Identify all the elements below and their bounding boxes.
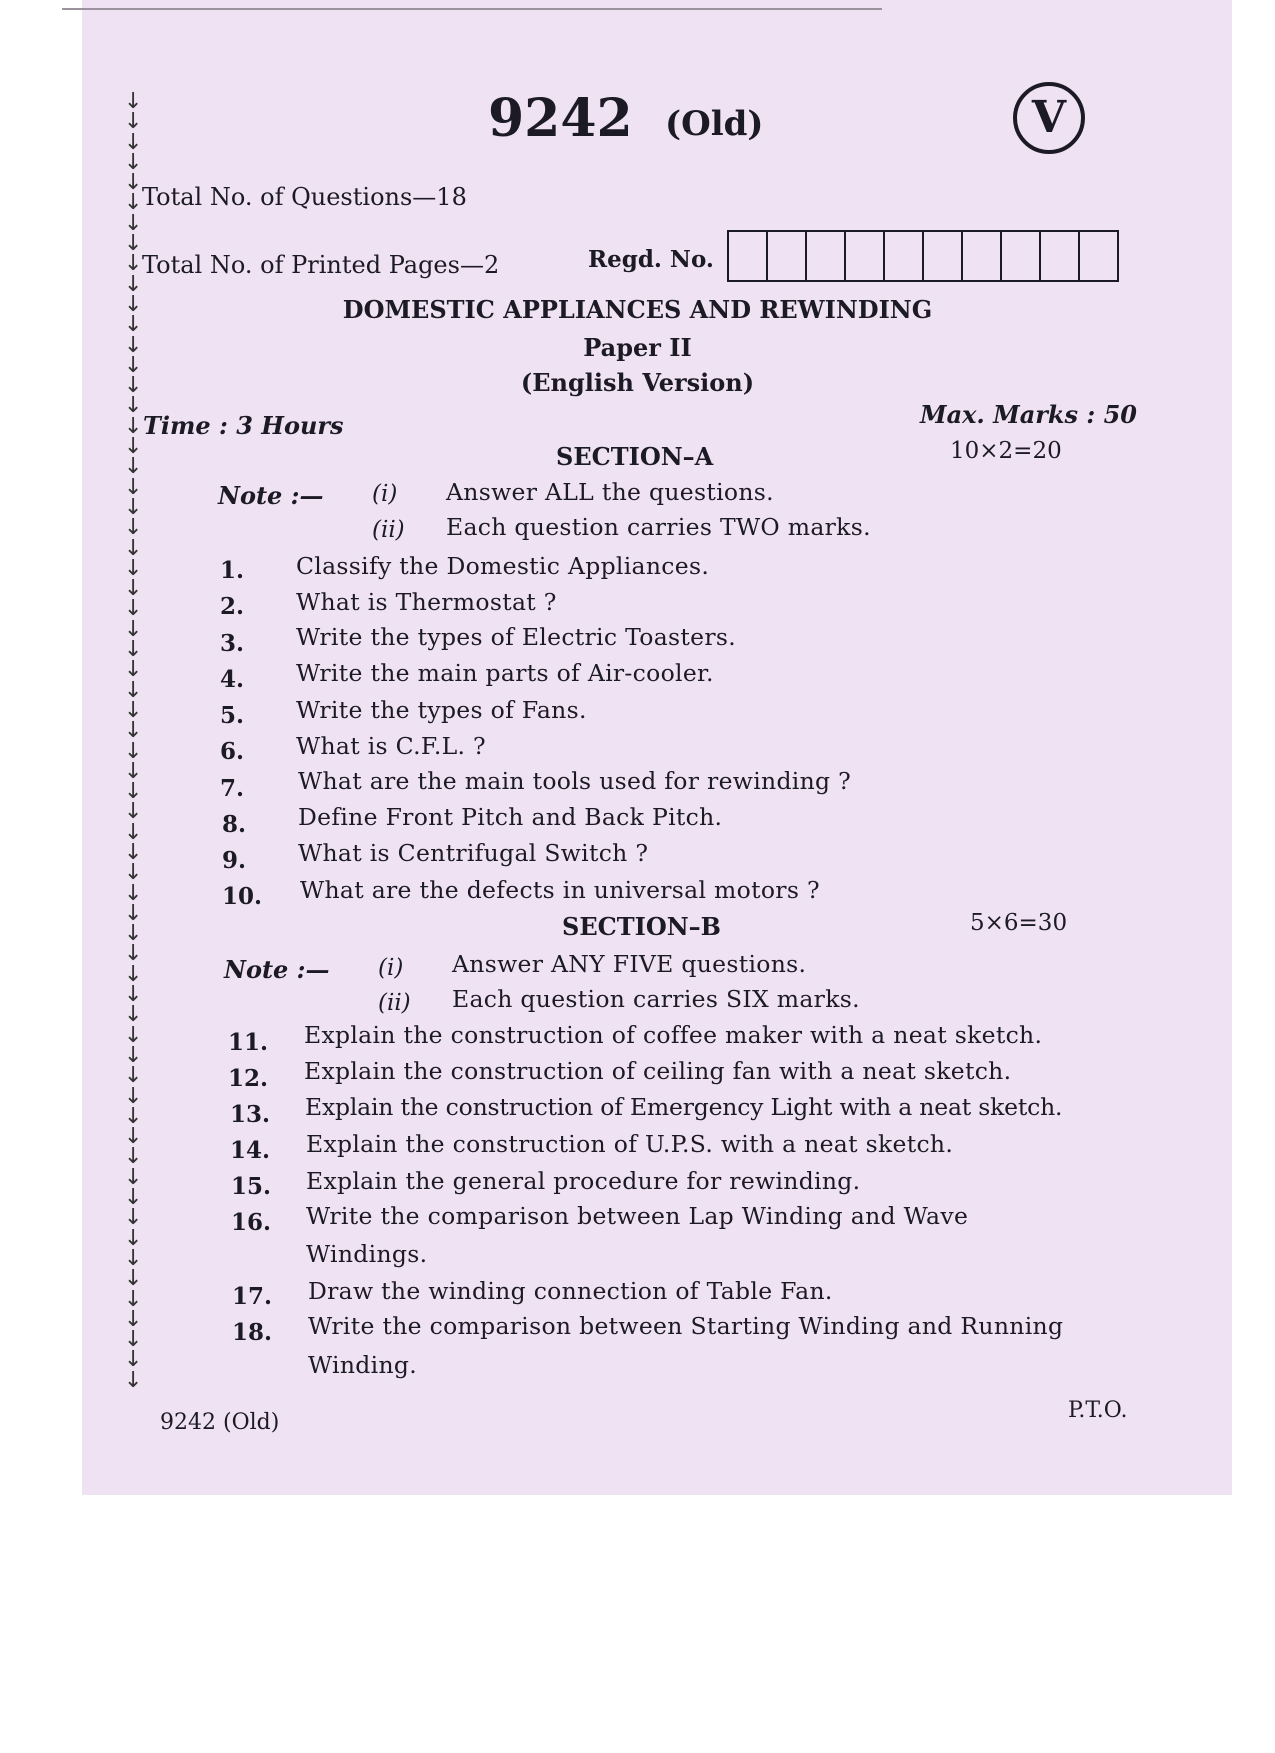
question-number: 4. <box>220 666 245 693</box>
version-label: (English Version) <box>520 368 755 397</box>
section-a-heading: SECTION–A <box>556 442 714 471</box>
total-pages: Total No. of Printed Pages—2 <box>142 251 500 279</box>
note-number: (i) <box>378 955 404 981</box>
question-number: 16. <box>231 1209 272 1236</box>
question-text: What is Thermostat ? <box>296 588 557 616</box>
question-text: What are the main tools used for rewinding ? <box>298 767 852 795</box>
question-text: Explain the construction of Emergency Light with a neat sketch. <box>305 1093 1063 1121</box>
question-number: 8. <box>222 811 247 838</box>
question-text: Write the comparison between Starting Winding and Running <box>308 1312 1064 1340</box>
question-text-continued: Winding. <box>308 1351 417 1379</box>
question-text: Write the types of Electric Toasters. <box>296 623 736 651</box>
note-number: (ii) <box>378 990 411 1016</box>
scan-edge-line <box>62 8 882 10</box>
note-text: Answer ALL the questions. <box>446 478 774 506</box>
question-number: 1. <box>220 557 245 584</box>
question-text: Write the main parts of Air-cooler. <box>296 659 714 687</box>
question-number: 6. <box>220 738 245 765</box>
section-b-marks: 5×6=30 <box>970 910 1068 936</box>
note-text: Each question carries SIX marks. <box>452 985 860 1013</box>
question-text: Define Front Pitch and Back Pitch. <box>298 803 723 831</box>
question-number: 14. <box>230 1137 271 1164</box>
question-number: 10. <box>222 883 263 910</box>
note-number: (ii) <box>372 517 405 543</box>
regd-no-boxes[interactable] <box>727 230 1119 282</box>
question-text: What are the defects in universal motors ? <box>300 876 820 904</box>
paper-number: Paper II <box>583 333 692 362</box>
subject-title: DOMESTIC APPLIANCES AND REWINDING <box>342 295 933 324</box>
question-number: 12. <box>228 1065 269 1092</box>
question-text: Explain the general procedure for rewinding. <box>306 1167 861 1195</box>
total-questions: Total No. of Questions—18 <box>142 183 467 211</box>
question-text-continued: Windings. <box>306 1240 428 1268</box>
question-text: What is C.F.L. ? <box>296 732 486 760</box>
question-paper-sheet <box>82 0 1232 1495</box>
section-a-note-label: Note :— <box>218 481 324 510</box>
question-text: Explain the construction of coffee maker with a neat sketch. <box>304 1021 1043 1049</box>
section-a-marks: 10×2=20 <box>950 438 1062 464</box>
question-number: 5. <box>220 702 245 729</box>
time-allowed: Time : 3 Hours <box>143 411 344 440</box>
question-number: 2. <box>220 593 245 620</box>
pto-label: P.T.O. <box>1068 1398 1128 1423</box>
question-number: 17. <box>232 1283 273 1310</box>
note-number: (i) <box>372 481 398 507</box>
note-text: Each question carries TWO marks. <box>446 513 871 541</box>
question-number: 7. <box>220 775 245 802</box>
question-text: Write the comparison between Lap Winding and Wave <box>306 1202 969 1230</box>
question-text: What is Centrifugal Switch ? <box>298 839 649 867</box>
section-b-note-label: Note :— <box>224 955 330 984</box>
question-text: Explain the construction of ceiling fan with a neat sketch. <box>304 1057 1012 1085</box>
question-text: Write the types of Fans. <box>296 696 587 724</box>
question-number: 11. <box>228 1029 269 1056</box>
max-marks: Max. Marks : 50 <box>920 400 1138 429</box>
regd-no-label: Regd. No. <box>588 246 714 273</box>
margin-arrows: ↓ ↓ ↓ ↓ ↓ ↓ ↓ ↓ ↓ ↓ ↓ ↓ ↓ ↓ ↓ ↓ ↓ ↓ ↓ ↓ ↓ ↓ ↓ ↓ ↓ ↓ ↓ ↓ ↓ ↓ ↓ ↓ ↓ ↓ ↓ ↓ ↓ ↓ ↓ ↓ ↓ ↓ ↓ ↓ ↓ ↓ ↓ ↓ ↓ ↓ ↓ ↓ ↓ ↓ ↓ ↓ ↓ ↓ ↓ ↓ ↓ ↓ ↓ ↓ <box>124 89 143 1393</box>
question-text: Classify the Domestic Appliances. <box>296 552 710 580</box>
footer-paper-code: 9242 (Old) <box>160 1410 280 1435</box>
question-text: Explain the construction of U.P.S. with a neat sketch. <box>306 1130 954 1158</box>
question-number: 3. <box>220 630 245 657</box>
question-number: 13. <box>230 1101 271 1128</box>
paper-code: 9242 <box>488 88 633 149</box>
note-text: Answer ANY FIVE questions. <box>452 950 807 978</box>
question-number: 18. <box>232 1319 273 1346</box>
question-number: 15. <box>231 1173 272 1200</box>
question-number: 9. <box>222 847 247 874</box>
question-text: Draw the winding connection of Table Fan. <box>308 1277 833 1305</box>
section-b-heading: SECTION–B <box>562 912 721 941</box>
variant-badge: V <box>1013 82 1085 154</box>
paper-code-suffix: (Old) <box>665 104 764 144</box>
